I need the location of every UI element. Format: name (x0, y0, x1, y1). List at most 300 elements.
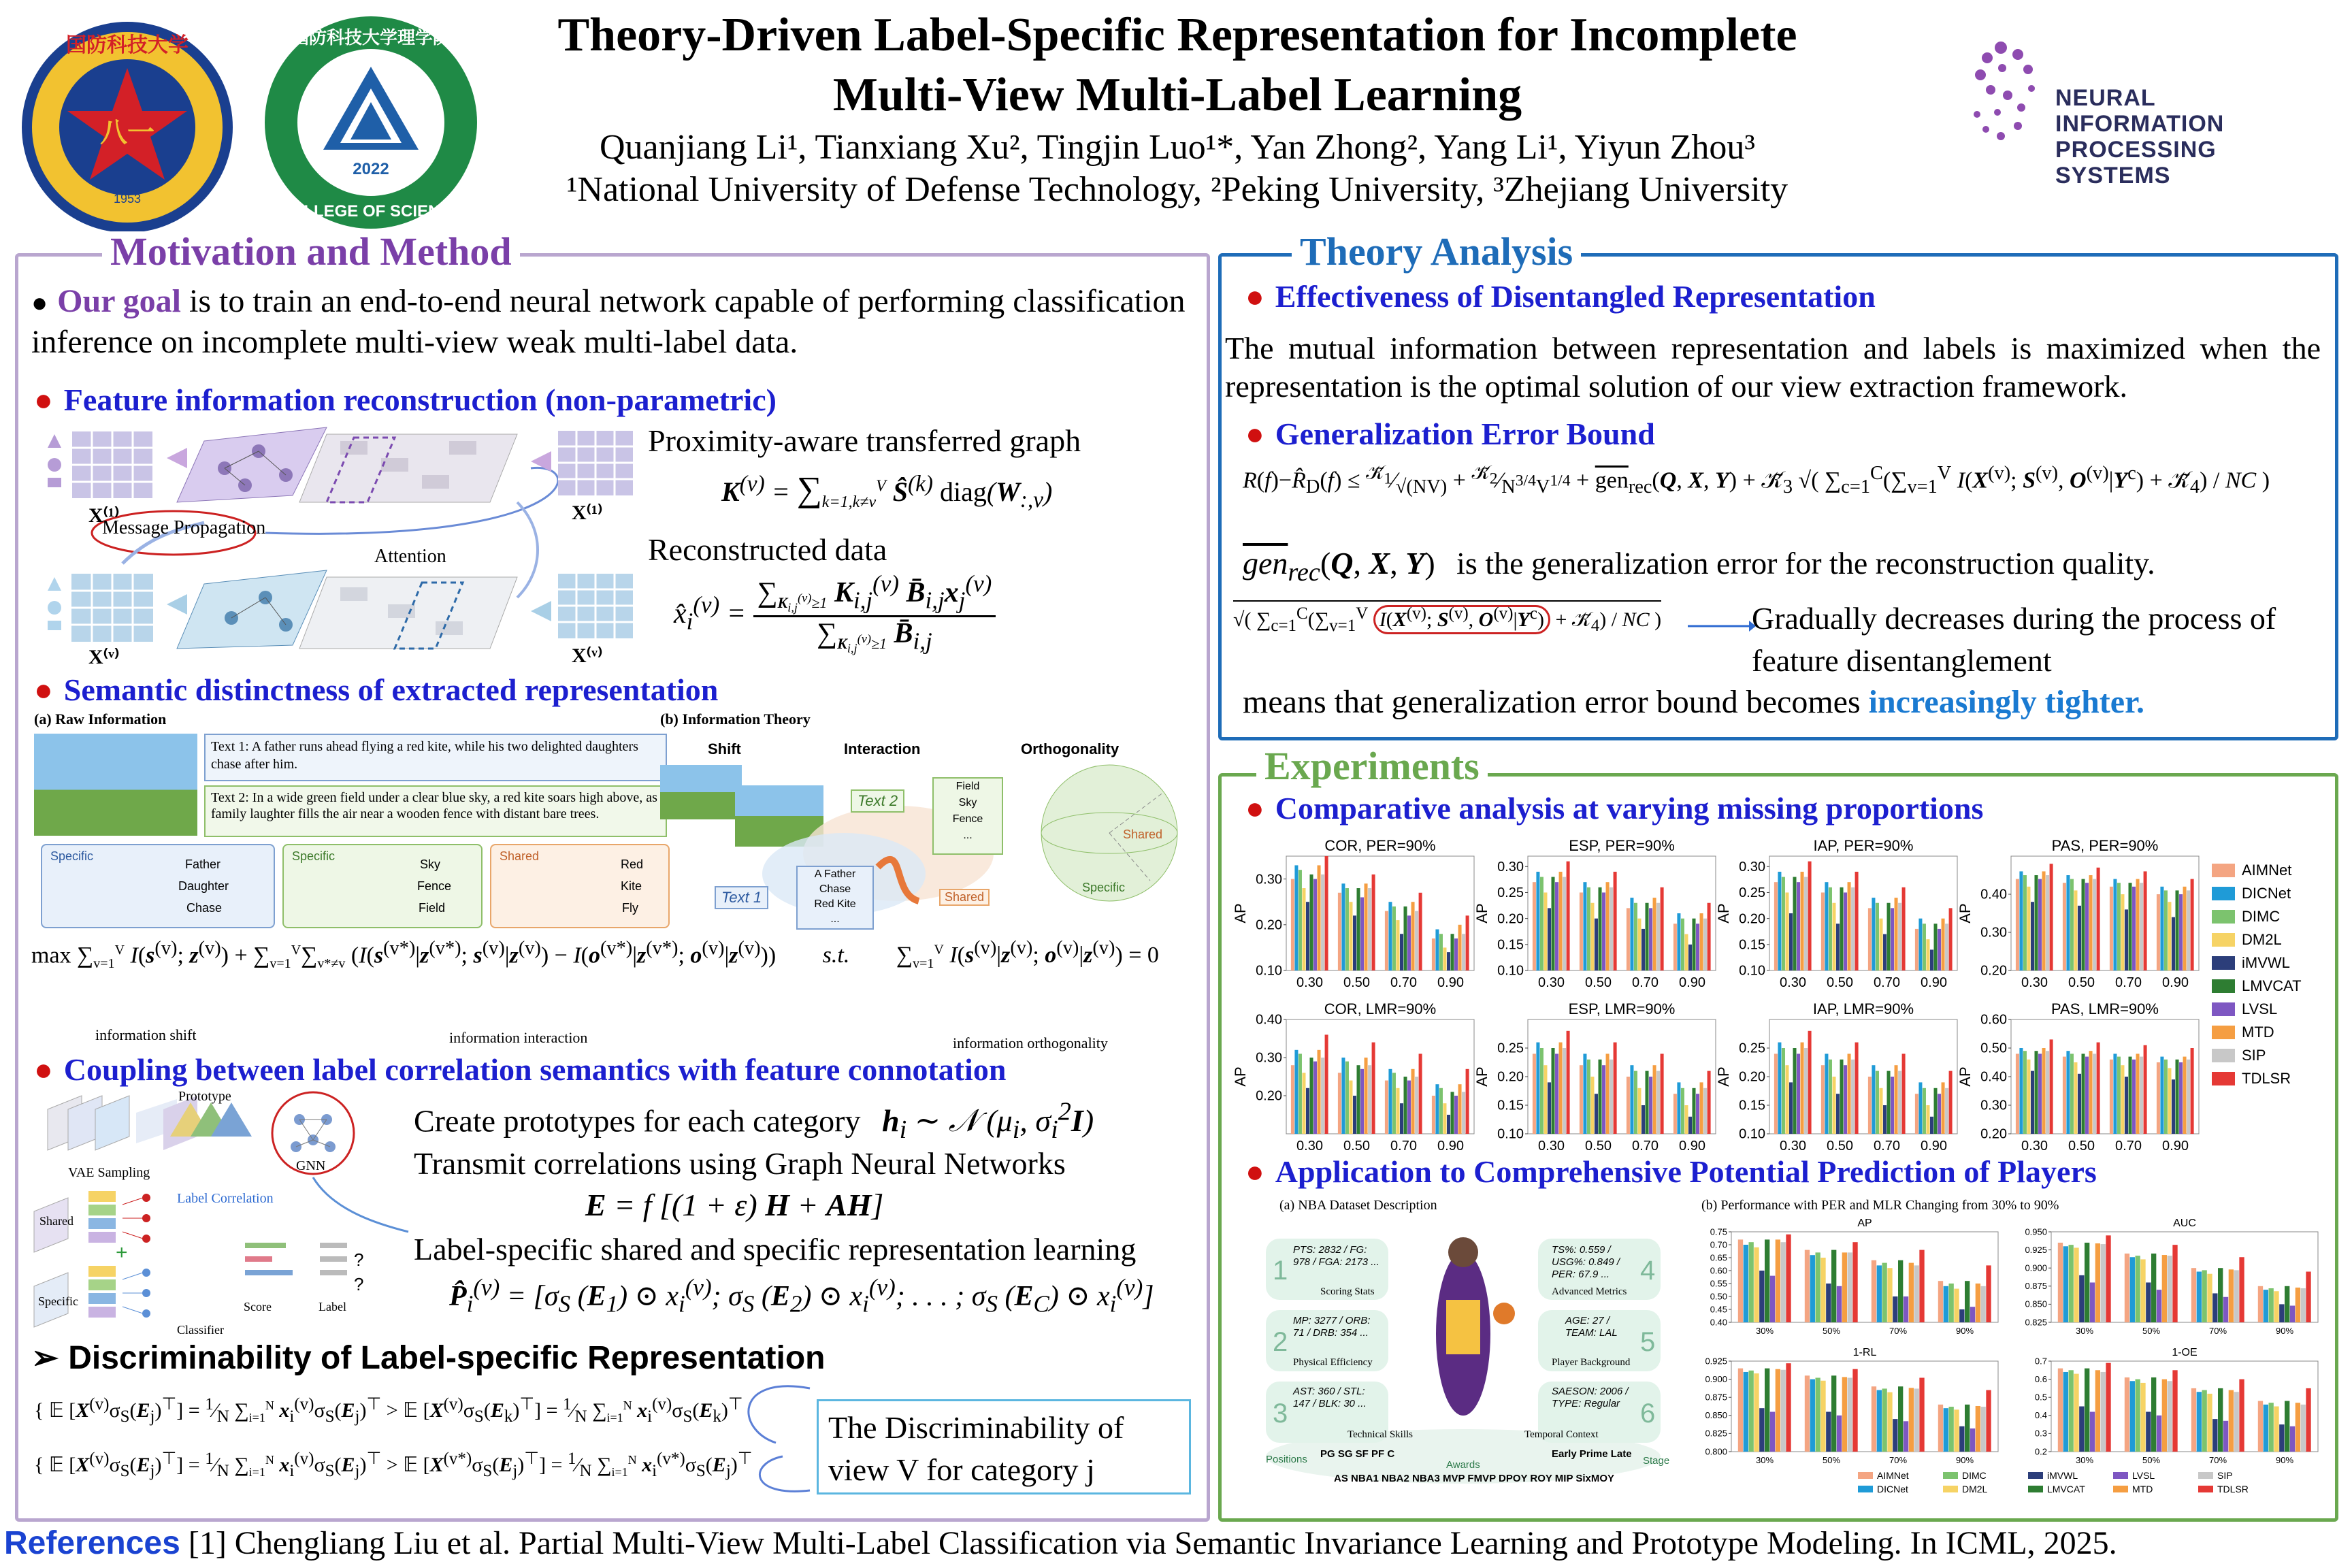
bar-imvwl (2146, 1411, 2151, 1452)
bar-dicnet (2063, 1372, 2068, 1452)
bar-aimnet (1533, 882, 1536, 970)
bar-mtd (1653, 898, 1656, 970)
bar-dimc (1782, 877, 1785, 970)
y-tick-label: 0.925 (2025, 1244, 2047, 1255)
bar-dm2l (1302, 1073, 1305, 1134)
bar-dimc (1345, 1062, 1349, 1134)
info-orthogonality-label: information orthogonality (953, 1034, 1108, 1051)
bar-dm2l (1785, 892, 1788, 970)
bar-dm2l (2274, 1407, 2278, 1452)
advanced-stats: TS%: 0.559 / USG%: 0.849 / PER: 67.9 ... (1552, 1244, 1620, 1280)
text1-box: Text 1: A father runs ahead flying a red kite, while his two delighted daughters chase after him. (204, 734, 667, 781)
attention-label: Attention (374, 546, 446, 567)
bar-dicnet (2197, 1272, 2202, 1322)
bar-aimnet (2125, 1377, 2129, 1452)
bar-aimnet (1821, 892, 1825, 970)
bar-lmvcat (2085, 1243, 2089, 1322)
x-tick-label: 0.30 (1296, 1139, 1323, 1154)
bar-mtd (1700, 1082, 1703, 1134)
bar-tdlsr (1567, 1031, 1570, 1134)
bar-aimnet (1738, 1369, 1743, 1452)
x-tick-label: 0.30 (1538, 1139, 1565, 1154)
x-tick-label: 50% (1822, 1455, 1841, 1465)
legend-label: AIMNet (2242, 862, 2292, 879)
bar-aimnet (2191, 1388, 2196, 1452)
x-tick-label: 90% (2275, 1326, 2294, 1336)
x-tick-label: 50% (2142, 1455, 2161, 1465)
shared-tag-1: Shared (939, 889, 990, 906)
y-tick-label: 0.875 (2025, 1281, 2047, 1292)
bar-dm2l (1443, 947, 1446, 970)
y-tick-label: 0.4 (2034, 1410, 2047, 1421)
bar-lmvcat (1965, 1281, 1970, 1322)
bar-lvsl (1407, 915, 1411, 970)
bar-dimc (2117, 883, 2121, 970)
shared-box: Shared Red Kite Fly (490, 844, 670, 928)
bar-dicnet (1778, 1043, 1781, 1134)
bar-dimc (1681, 1088, 1684, 1134)
bar-mtd (1909, 1263, 1914, 1322)
bottom-legend-item: DM2L (1943, 1484, 1987, 1494)
y-tick-label: 0.850 (2025, 1298, 2047, 1309)
bar-lmvcat (1831, 1250, 1836, 1322)
svg-text:2022: 2022 (353, 160, 389, 178)
bar-dicnet (1778, 872, 1781, 970)
bar-imvwl (2146, 1282, 2151, 1322)
bar-sip (1945, 924, 1948, 970)
x-tick-label: 0.50 (1827, 1139, 1853, 1154)
bar-tdlsr (1567, 862, 1570, 970)
bar-dm2l (1820, 1258, 1825, 1322)
y-tick-label: 0.800 (1705, 1446, 1727, 1457)
bar-aimnet (1432, 1096, 1435, 1134)
references-label: References (4, 1525, 180, 1561)
bar-mtd (1318, 1050, 1321, 1134)
y-tick-label: 0.925 (1705, 1356, 1727, 1367)
bar-tdlsr (2106, 1363, 2110, 1452)
y-tick-label: 0.20 (1497, 911, 1524, 927)
x-tick-label: 0.70 (1874, 975, 1900, 990)
specific-tag: Specific (1082, 881, 1126, 894)
bottom-legend-item: DICNet (1858, 1484, 1908, 1494)
bar-dimc (1634, 1071, 1637, 1134)
bar-dimc (2268, 1288, 2273, 1322)
bar-dicnet (2066, 875, 2070, 970)
bottom-legend-item: SIP (2198, 1470, 2233, 1481)
label-specific-text: Label-specific shared and specific representation learning (414, 1232, 1137, 1267)
y-axis-label: AP (1232, 903, 1249, 924)
bar-dicnet (2019, 1048, 2023, 1134)
bar-tdlsr (2097, 868, 2100, 970)
bar-tdlsr (2050, 864, 2053, 970)
bar-sip (2301, 1405, 2306, 1452)
bar-lmvcat (1693, 919, 1696, 970)
bar-tdlsr (1986, 1390, 1991, 1452)
bar-lvsl (1407, 1081, 1411, 1134)
bar-lmvcat (2085, 1369, 2089, 1452)
x-tick-label: 0.70 (2115, 975, 2142, 990)
y-tick-label: 0.20 (1497, 1069, 1524, 1085)
bar-dm2l (1684, 1105, 1688, 1134)
bar-tdlsr (1808, 862, 1812, 970)
bar-imvwl (1893, 1296, 1897, 1322)
bar-aimnet (1868, 908, 1872, 970)
bar-tdlsr (1808, 1031, 1812, 1134)
bar-mtd (1909, 1388, 1914, 1452)
legend-swatch (2212, 979, 2235, 993)
bar-tdlsr (2191, 1048, 2194, 1134)
bar-dm2l (1396, 920, 1399, 970)
bar-aimnet (2110, 1060, 2113, 1134)
bar-lmvcat (1404, 906, 1407, 970)
x-tick-label: 0.50 (1343, 975, 1370, 990)
bar-dm2l (1954, 1289, 1959, 1322)
bar-sip (2187, 890, 2190, 970)
bar-imvwl (1447, 1115, 1450, 1134)
info-interaction-label: information interaction (449, 1029, 588, 1046)
bar-imvwl (1836, 1094, 1840, 1134)
bar-dm2l (1954, 1409, 1959, 1452)
bar-mtd (1606, 882, 1610, 970)
nudt-logo (19, 19, 235, 235)
bar-sip (1415, 911, 1418, 970)
bar-dm2l (1879, 919, 1882, 970)
bar-imvwl (1883, 934, 1886, 970)
affiliations: ¹National University of Defense Technology, ²Peking University, ³Zhejiang University (566, 170, 1788, 209)
bar-imvwl (1826, 1411, 1831, 1452)
y-tick-label: 0.10 (1739, 963, 1765, 979)
bar-dm2l (2168, 1068, 2171, 1134)
bar-lmvcat (2151, 1254, 2156, 1322)
goal-label: Our goal (57, 283, 181, 319)
legend-item (2212, 1067, 2328, 1090)
transmit-text: Transmit correlations using Graph Neural Networks (414, 1146, 1066, 1181)
legend-swatch (2212, 1002, 2235, 1016)
bar-dm2l (1590, 1077, 1594, 1134)
bar-sip (2101, 1244, 2106, 1322)
y-axis-label: AP (1232, 1066, 1249, 1087)
bar-tdlsr (2144, 871, 2147, 970)
bar-sip (1703, 919, 1707, 970)
x-tick-label: 0.90 (1921, 1139, 1947, 1154)
bar-sip (1321, 1058, 1324, 1134)
bar-imvwl (2279, 1304, 2284, 1322)
positions-list: PG SG SF PF C (1320, 1448, 1395, 1460)
bar-imvwl (2078, 906, 2081, 970)
bar-tdlsr (2239, 1257, 2244, 1322)
bar-lmvcat (2082, 1054, 2085, 1134)
bar-tdlsr (2172, 1370, 2177, 1452)
x-tick-label: 70% (1889, 1455, 1908, 1465)
bar-lmvcat (1840, 1060, 1844, 1134)
bar-imvwl (2212, 1419, 2217, 1452)
bar-sip (2101, 1372, 2106, 1452)
bar-dicnet (1294, 1050, 1298, 1134)
x-tick-label: 0.50 (1585, 975, 1612, 990)
bar-imvwl (2031, 902, 2034, 970)
chart-title: 1-OE (2172, 1347, 2198, 1358)
bar-sip (1781, 1242, 1786, 1322)
bar-aimnet (1627, 1077, 1630, 1134)
bar-dimc (1748, 1242, 1753, 1322)
bar-sip (2301, 1288, 2306, 1322)
bar-tdlsr (1325, 1034, 1328, 1134)
y-tick-label: 0.20 (1980, 963, 2007, 979)
bar-aimnet (1915, 929, 1918, 970)
legend-item (2212, 928, 2328, 951)
technical-stats: AST: 360 / STL: 147 / BLK: 30 ... (1293, 1386, 1367, 1409)
legend-swatch (2212, 864, 2235, 877)
bar-dimc (1923, 1088, 1926, 1134)
bar-imvwl (1306, 1088, 1309, 1134)
chart-esp-lmr-90- (1473, 1000, 1716, 1154)
bar-aimnet (1915, 1094, 1918, 1134)
authors: Quanjiang Li¹, Tianxiang Xu², Tingjin Luo¹*, Yan Zhong², Yang Li¹, Yiyun Zhou³ (600, 128, 1755, 167)
svg-text:国防科技大学理学院: 国防科技大学理学院 (291, 27, 451, 48)
legend-item (2212, 882, 2328, 905)
bar-lvsl (1904, 1296, 1908, 1322)
x-tick-label: 90% (1955, 1455, 1974, 1465)
bar-dm2l (2027, 1060, 2030, 1134)
info-shift-label: information shift (95, 1026, 197, 1043)
coupling-figure (27, 1089, 408, 1341)
bar-dicnet (1872, 1065, 1875, 1134)
bar-mtd (2296, 1403, 2300, 1452)
bar-dimc (1587, 1060, 1590, 1134)
bar-lvsl (2132, 887, 2136, 970)
bar-sip (1563, 877, 1566, 970)
perf-desc-title: (b) Performance with PER and MLR Changing from 30% to 90% (1701, 1198, 2059, 1213)
bar-sip (1898, 903, 1901, 970)
svg-text:?: ? (354, 1274, 364, 1294)
bar-tdlsr (2106, 1235, 2110, 1322)
bar-lmvcat (1831, 1375, 1836, 1452)
specific-box-1: Specific Father Daughter Chase (41, 844, 275, 928)
x-tick-label: 50% (2142, 1326, 2161, 1336)
bar-dm2l (1926, 939, 1929, 970)
bar-lmvcat (1451, 1092, 1454, 1134)
gen-error-text: $\overline{gen}_{rec}(Q$, X, Y) is the generalization error for the reconstruction quality. (1243, 546, 2155, 587)
sec-discriminability: ➢ Discriminability of Label-specific Representation (31, 1340, 826, 1376)
references (4, 1524, 2117, 1563)
nba-figure (1252, 1198, 1674, 1490)
bar-sip (1462, 1092, 1465, 1134)
positions-label: Positions (1266, 1454, 1307, 1465)
bar-mtd (2042, 871, 2046, 970)
bar-imvwl (1759, 1271, 1764, 1322)
effectiveness-text: The mutual information between representation and labels is maximized when the representation is the optimal solution of our view extraction framework. (1225, 331, 2321, 404)
bar-tdlsr (2172, 1245, 2177, 1322)
x-tick-label: 0.70 (1632, 1139, 1659, 1154)
bar-mtd (1776, 1239, 1780, 1322)
bar-imvwl (1959, 1426, 1964, 1452)
bar-dimc (1540, 1048, 1544, 1134)
bar-tdlsr (2306, 1388, 2310, 1452)
sqrt-term: √( $\sum_{c=1}^C(\sum_{v=1}^V$ $I(X^{(v)}$; $S^{(v)}$, $O^{(v)}|Y^c$) + $𝒦̃_4$) / NC ) (1233, 600, 1661, 636)
y-tick-label: 0.825 (1705, 1428, 1727, 1439)
bar-mtd (2162, 1255, 2167, 1322)
bar-mtd (2183, 887, 2187, 970)
chart-cor-lmr-90- (1232, 1000, 1474, 1154)
bar-dicnet (2130, 1257, 2135, 1322)
bar-sip (1656, 903, 1660, 970)
bar-sip (1563, 1048, 1566, 1134)
bar-imvwl (1353, 915, 1356, 970)
bar-sip (1804, 1048, 1808, 1134)
bottom-legend-item: iMVWL (2028, 1470, 2078, 1481)
x-tick-label: 0.50 (1585, 1139, 1612, 1154)
svg-text:1: 1 (1273, 1256, 1288, 1286)
bar-dicnet (1583, 1054, 1586, 1134)
temporal-stats: SAESON: 2006 / TYPE: Regular (1552, 1386, 1629, 1409)
bar-mtd (2136, 879, 2140, 970)
bar-lmvcat (1887, 903, 1891, 970)
bar-sip (2046, 1051, 2049, 1134)
bar-tdlsr (2050, 1039, 2053, 1134)
bar-dm2l (2074, 890, 2077, 970)
bar-dimc (1345, 888, 1349, 970)
bar-imvwl (1548, 908, 1551, 970)
bar-dm2l (1396, 1088, 1399, 1134)
bar-aimnet (2191, 1268, 2196, 1322)
bar-mtd (1976, 1406, 1980, 1452)
bar-dimc (2164, 1060, 2168, 1134)
theory-title: Theory Analysis (1292, 231, 1581, 272)
bar-lvsl (2090, 1411, 2095, 1452)
bar-sip (1656, 1071, 1660, 1134)
bar-sip (1981, 1407, 1986, 1452)
bar-dm2l (2207, 1274, 2212, 1322)
bar-dm2l (1754, 1373, 1759, 1452)
chart-esp-per-90- (1473, 837, 1716, 990)
y-tick-label: 0.950 (2025, 1226, 2047, 1237)
bar-lvsl (1837, 1416, 1842, 1452)
bar-lmvcat (1451, 934, 1454, 970)
sec-semantic-distinctness: ● Semantic distinctness of extracted representation (34, 672, 719, 707)
bar-imvwl (1447, 952, 1450, 970)
bar-sip (1851, 1060, 1855, 1134)
bar-tdlsr (1902, 887, 1906, 970)
bar-lmvcat (1887, 1071, 1891, 1134)
legend-swatch (2212, 933, 2235, 947)
bar-lvsl (1938, 929, 1941, 970)
physical-label: Physical Efficiency (1293, 1357, 1373, 1368)
bar-dimc (1815, 1252, 1820, 1322)
bar-tdlsr (1325, 856, 1328, 970)
chart-title: PAS, PER=90% (2051, 837, 2159, 854)
bar-dimc (1392, 906, 1396, 970)
bar-sip (1981, 1286, 1986, 1322)
bar-dimc (2068, 1245, 2073, 1322)
bar-aimnet (1774, 882, 1778, 970)
poster-title: Theory-Driven Label-Specific Representation for Incomplete Multi-View Multi-Label Learning (557, 9, 1797, 121)
stage-label: Stage (1643, 1455, 1670, 1467)
scene-image-1 (34, 734, 197, 836)
message-propagation-label: Message Propagation (102, 517, 266, 538)
legend-swatch (2212, 1049, 2235, 1062)
bar-imvwl (2172, 917, 2175, 970)
bar-tdlsr (1372, 875, 1375, 970)
bar-lvsl (1454, 1096, 1458, 1134)
chart-pas-lmr-90- (1957, 1000, 2199, 1154)
bar-lvsl (1970, 1307, 1975, 1322)
y-tick-label: 0.2 (2034, 1446, 2047, 1457)
y-axis-label: AP (1473, 903, 1490, 924)
bound-equation: $R(f)-R̂_D(f)$ ≤ $^{𝒦̃_1}⁄_{√(NV)}$ + $^{𝒦̃_2}⁄_{N^{3/4}V^{1/4}} + \overline{gen}_{rec}(Q$, X, $Y) + 𝒦̃_3$ √( $\sum_{c=1}^C(\sum_{v=1}^V$ $I(X^{(v)}$; $S^{(v)}$, $O^{(v)}|Y^c$) + $𝒦̃_4$) / NC ) (1243, 463, 2270, 498)
bar-lvsl (1844, 892, 1847, 970)
bar-sip (1898, 1071, 1901, 1134)
xv-left-label: X⁽ᵛ⁾ (88, 646, 120, 668)
info-theory-title: (b) Information Theory (660, 710, 811, 728)
bar-lvsl (2090, 1282, 2095, 1322)
bar-mtd (2042, 1048, 2046, 1134)
x-tick-label: 0.70 (1874, 1139, 1900, 1154)
bar-imvwl (1688, 1117, 1692, 1134)
y-tick-label: 0.10 (1497, 963, 1524, 979)
bar-tdlsr (1466, 1069, 1469, 1134)
bar-aimnet (1338, 1073, 1341, 1134)
bar-lmvcat (1646, 1071, 1649, 1134)
svg-text:COLLEGE OF SCIENCE: COLLEGE OF SCIENCE (279, 202, 463, 220)
specific-box-2: Specific Sky Fence Field (282, 844, 483, 928)
y-tick-label: 0.15 (1739, 937, 1765, 953)
bar-mtd (2183, 1057, 2187, 1134)
y-tick-label: 0.20 (1256, 1088, 1282, 1104)
chart-title: IAP, PER=90% (1813, 837, 1914, 854)
bar-sip (1848, 1252, 1852, 1322)
bar-aimnet (1872, 1260, 1876, 1322)
bar-sip (1321, 875, 1324, 970)
legend-swatch (2212, 956, 2235, 970)
background-stats: AGE: 27 / TEAM: LAL (1565, 1315, 1618, 1339)
bar-sip (2168, 1256, 2172, 1322)
bar-lmvcat (2285, 1286, 2289, 1322)
svg-text:八一: 八一 (100, 118, 154, 148)
bar-lvsl (1891, 908, 1894, 970)
bar-tdlsr (1949, 908, 1953, 970)
bar-mtd (1895, 1065, 1898, 1134)
gradually-text: Gradually decreases during the process of feature disentanglement (1752, 601, 2276, 678)
y-tick-label: 0.75 (1710, 1226, 1727, 1237)
bar-tdlsr (1419, 1054, 1422, 1134)
bar-lvsl (1602, 892, 1605, 970)
bar-lvsl (1360, 897, 1364, 970)
bar-lmvcat (1404, 1077, 1407, 1134)
bar-dicnet (1630, 1065, 1633, 1134)
bar-tdlsr (1986, 1265, 1991, 1322)
x-tick-label: 0.90 (1437, 975, 1464, 990)
bar-lvsl (2157, 1416, 2161, 1452)
x-tick-label: 0.90 (1679, 1139, 1705, 1154)
y-tick-label: 0.45 (1710, 1304, 1727, 1315)
bar-dm2l (1302, 888, 1305, 970)
bar-dimc (1815, 1377, 1820, 1452)
y-tick-label: 0.30 (1980, 925, 2007, 941)
bar-lvsl (1904, 1421, 1908, 1452)
x-tick-label: 0.70 (1390, 975, 1417, 990)
bar-lvsl (1649, 1077, 1652, 1134)
bar-dimc (2268, 1403, 2273, 1452)
bar-dimc (1634, 903, 1637, 970)
bar-lvsl (2085, 883, 2089, 970)
bar-aimnet (1385, 911, 1388, 970)
chart-title: IAP, LMR=90% (1812, 1000, 1914, 1017)
bar-dicnet (1677, 1082, 1680, 1134)
chart-cor-per-90- (1232, 837, 1474, 990)
bar-aimnet (2063, 883, 2066, 970)
bar-dicnet (1341, 883, 1345, 970)
bar-lvsl (2038, 1054, 2042, 1134)
